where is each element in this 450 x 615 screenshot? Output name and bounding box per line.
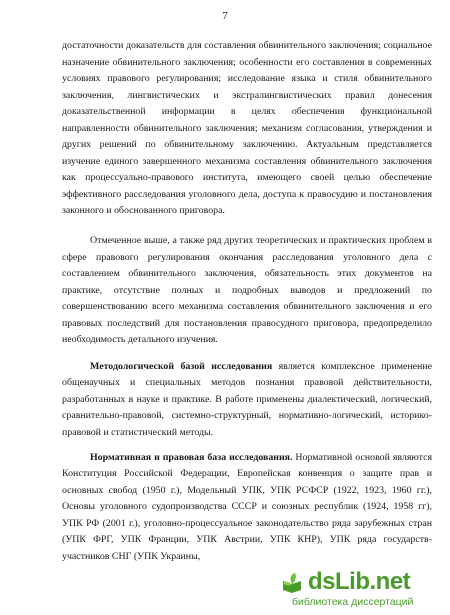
- paragraph: Отмеченное выше, а также ряд других теоретических и практических проблем в сфере правового регулирования окончания расследования уголовного дела с составлением обвинительного заключения, обязательность этих документов на практике, отсутствие полных и подробных выводов и предложений по совершенствованию всего механизма составления обвинительного заключения и его правовых последствий для постановления правосудного приговора, предопределило необходимость детального изучения.: [62, 235, 432, 346]
- leaf-book-icon: [280, 572, 304, 596]
- paragraph: [62, 450, 432, 566]
- paragraph-text: является комплексное применение общенаучных и специальных методов познания правовой действительности, разработанных в науке и практике. В работе применены диалектический, логический, сравнительно-правовой, системно-структурный, нормативно-логический, историко-правовой и статистический методы.: [62, 360, 432, 439]
- paragraph: достаточности доказательств для составления обвинительного заключения; социальное назначение обвинительного заключения; особенности его составления в современных условиях правового регулирования; исследование языка и стиля обвинительного заключения, лингвистических и экстралингвистических правил донесения доказательственной информации в целях обеспечения функциональной направленности обвинительного заключения; механизм согласования, утверждения и других решений по обвинительному заключению. Актуальным представляется изучение единого завершенного механизма составления обвинительного заключения как процессуально-правового института, имеющего своей целью обеспечение эффективного расследования уголовного дела, доступа к правосудию и постановления законного и обоснованного приговора.: [62, 40, 432, 217]
- paragraph-heading: Нормативная и правовая база исследования.: [90, 451, 293, 463]
- watermark-subtitle: библиотека диссертаций: [292, 596, 414, 608]
- paragraph-heading: Методологической базой исследования: [90, 360, 273, 372]
- paragraph-text: Нормативной основой являются Конституция Российской Федерации, Европейская конвенция о защите прав и основных свобод (1950 г.), Модельный УПК, УПК РСФСР (1922, 1923, 1960 гг.), Основы уголовного судопроизводства СССР и союзных республик (1924, 1958 гг), УПК РФ (2001 г.), уголовно-процессуальное законодательство ряда зарубежных стран (УПК ФРГ, УПК Франции, УПК Австрии, УПК КНР), УПК ряда государств-участников СНГ (УПК Украины,: [62, 451, 432, 562]
- page-number: 7: [222, 10, 228, 22]
- watermark-name: dsLib.net: [308, 568, 411, 595]
- document-body: [62, 38, 432, 565]
- paragraph: [62, 359, 432, 442]
- watermark[interactable]: [278, 566, 448, 612]
